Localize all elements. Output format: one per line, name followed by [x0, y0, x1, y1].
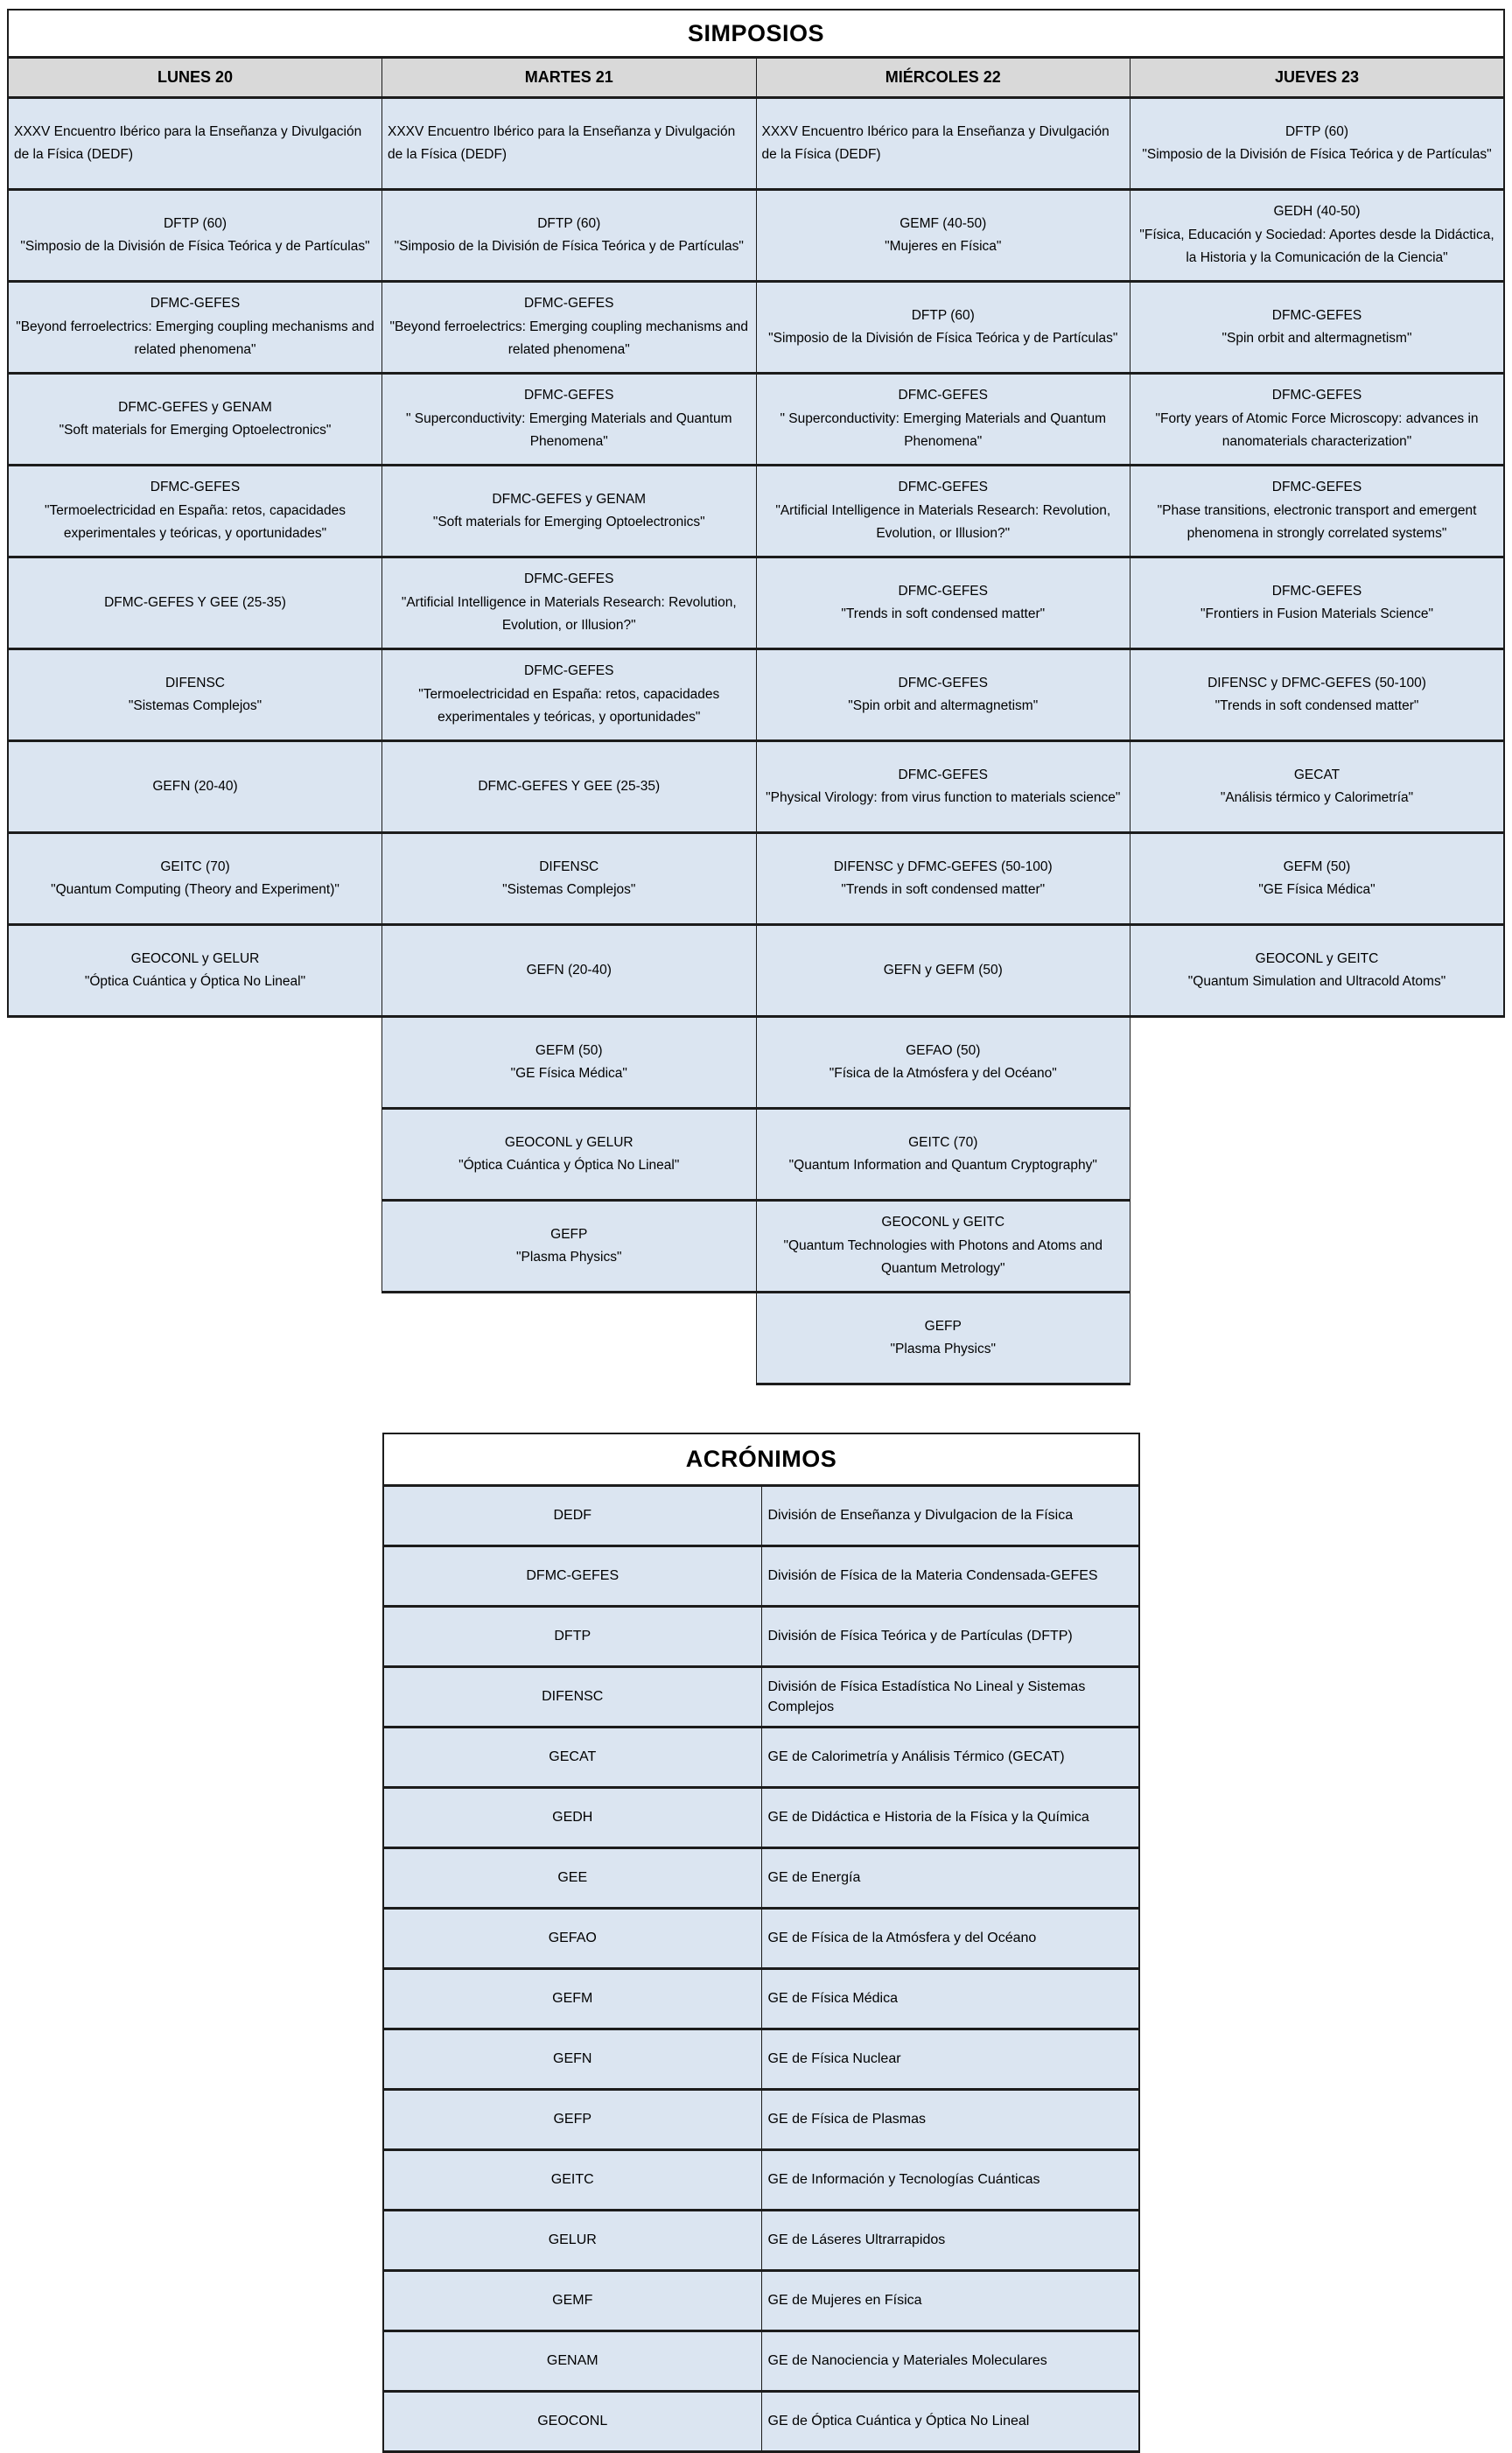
acronym-meaning: GE de Física Médica: [761, 1969, 1139, 2029]
session-cell: [1130, 741, 1505, 833]
session-line: DFMC-GEFES: [150, 480, 241, 495]
acronym-abbr: GELUR: [383, 2211, 761, 2271]
session-cell: [1130, 374, 1505, 466]
session-line: GECAT: [1293, 767, 1340, 782]
session-cell: [756, 1017, 1130, 1109]
symposia-table-body: [8, 10, 1504, 1384]
session-line: "Soft materials for Emerging Optoelectronics": [432, 515, 705, 529]
session-cell: [1130, 833, 1505, 925]
session-line: "Óptica Cuántica y Óptica No Lineal": [84, 974, 306, 989]
schedule-row: [8, 925, 1504, 1017]
acronym-meaning: GE de Láseres Ultrarrapidos: [761, 2211, 1139, 2271]
session-line: DIFENSC: [164, 675, 226, 690]
empty-cell: [8, 1017, 382, 1109]
session-line: DFMC-GEFES Y GEE (25-35): [104, 594, 286, 610]
session-line: "Análisis térmico y Calorimetría": [1220, 790, 1414, 805]
session-cell: [382, 282, 757, 374]
session-line: XXXV Encuentro Ibérico para la Enseñanza y Divulgación de la Física (DEDF): [388, 123, 736, 162]
session-line: GEFM (50): [535, 1042, 603, 1058]
session-line: "Soft materials for Emerging Optoelectronics": [59, 423, 332, 438]
session-cell: [756, 1109, 1130, 1201]
session-line: DFMC-GEFES: [898, 583, 988, 599]
acronym-meaning: GE de Física Nuclear: [761, 2029, 1139, 2090]
session-line: GEOCONL y GELUR: [504, 1134, 634, 1150]
session-line: XXXV Encuentro Ibérico para la Enseñanza y Divulgación de la Física (DEDF): [761, 123, 1110, 162]
acronym-row: [383, 1486, 1139, 1546]
acronym-abbr: DFTP: [383, 1607, 761, 1667]
session-line: DIFENSC y DFMC-GEFES (50-100): [1208, 675, 1426, 690]
acronym-meaning: GE de Física de la Atmósfera y del Océano: [761, 1909, 1139, 1969]
acronym-row: [383, 1667, 1139, 1728]
acronym-abbr: GEFP: [383, 2090, 761, 2150]
session-line: "Simposio de la División de Física Teórica y de Partículas": [768, 331, 1118, 346]
session-line: "Artificial Intelligence in Materials Research: Revolution, Evolution, or Illusion?": [401, 594, 737, 634]
session-cell: [756, 282, 1130, 374]
session-line: "Trends in soft condensed matter": [841, 882, 1046, 897]
acronym-abbr: GEFN: [383, 2029, 761, 2090]
session-line: "Termoelectricidad en España: retos, capacidades experimentales y teóricas, y oportunidades": [44, 502, 346, 542]
schedule-row: [8, 649, 1504, 741]
symposia-table: [7, 9, 1505, 1385]
empty-cell: [1130, 1017, 1505, 1109]
session-line: "GE Física Médica": [510, 1066, 627, 1081]
acronym-abbr: GEITC: [383, 2150, 761, 2211]
session-cell: [8, 925, 382, 1017]
day-header-miercoles: MIÉRCOLES 22: [756, 58, 1130, 98]
session-line: "Sistemas Complejos": [502, 882, 636, 897]
session-cell: [1130, 282, 1505, 374]
session-line: "Física, Educación y Sociedad: Aportes desde la Didáctica, la Historia y la Comunicación de la Ciencia": [1139, 227, 1494, 266]
empty-cell: [8, 1293, 382, 1384]
acronym-meaning: División de Física de la Materia Condensada-GEFES: [761, 1546, 1139, 1607]
session-cell: [756, 741, 1130, 833]
session-line: DFMC-GEFES: [150, 296, 241, 312]
empty-cell: [1130, 1201, 1505, 1293]
symposia-title: SIMPOSIOS: [8, 10, 1504, 58]
acronym-abbr: GEE: [383, 1848, 761, 1909]
session-cell: [382, 833, 757, 925]
session-cell: [8, 98, 382, 190]
empty-cell: [8, 1201, 382, 1293]
session-line: GEMF (40-50): [900, 215, 987, 231]
acronym-row: [383, 1728, 1139, 1788]
session-line: GEFN (20-40): [152, 778, 238, 794]
empty-cell: [382, 1293, 757, 1384]
session-cell: [756, 466, 1130, 557]
session-line: "Beyond ferroelectrics: Emerging coupling mechanisms and related phenomena": [16, 319, 374, 358]
session-line: "Physical Virology: from virus function to materials science": [766, 790, 1121, 805]
session-line: "Sistemas Complejos": [128, 698, 262, 713]
session-line: DFMC-GEFES: [1271, 480, 1362, 495]
session-cell: [382, 466, 757, 557]
acronym-abbr: GENAM: [383, 2331, 761, 2392]
session-cell: [1130, 98, 1505, 190]
session-line: "Simposio de la División de Física Teórica y de Partículas": [1142, 147, 1492, 162]
acronym-abbr: GEDH: [383, 1788, 761, 1848]
session-line: "Óptica Cuántica y Óptica No Lineal": [458, 1158, 680, 1173]
session-cell: [8, 741, 382, 833]
session-cell: [1130, 557, 1505, 649]
schedule-row: [8, 98, 1504, 190]
session-cell: [756, 649, 1130, 741]
acronym-row: [383, 2331, 1139, 2392]
session-cell: [382, 925, 757, 1017]
session-cell: [1130, 925, 1505, 1017]
acronym-meaning: División de Física Estadística No Lineal y Sistemas Complejos: [761, 1667, 1139, 1728]
session-line: DFMC-GEFES: [524, 571, 614, 587]
session-line: GEITC (70): [160, 859, 230, 874]
acronym-row: [383, 1909, 1139, 1969]
session-line: "Beyond ferroelectrics: Emerging coupling mechanisms and related phenomena": [389, 319, 749, 358]
acronym-row: [383, 2090, 1139, 2150]
acronym-meaning: División de Física Teórica y de Partículas (DFTP): [761, 1607, 1139, 1667]
session-line: " Superconductivity: Emerging Materials and Quantum Phenomena": [405, 410, 732, 450]
session-cell: [756, 557, 1130, 649]
session-line: " Superconductivity: Emerging Materials and Quantum Phenomena": [780, 410, 1106, 450]
empty-cell: [1130, 1293, 1505, 1384]
session-line: DFMC-GEFES: [524, 663, 614, 679]
session-line: DFMC-GEFES: [524, 296, 614, 312]
session-line: "Spin orbit and altermagnetism": [848, 698, 1039, 713]
session-cell: [8, 374, 382, 466]
session-line: GEFN (20-40): [526, 962, 612, 978]
session-line: "Trends in soft condensed matter": [841, 606, 1046, 621]
session-cell: [382, 741, 757, 833]
session-line: DFMC-GEFES: [898, 767, 988, 782]
session-line: GEOCONL y GEITC: [881, 1215, 1005, 1230]
session-cell: [756, 1201, 1130, 1293]
session-line: "Simposio de la División de Física Teórica y de Partículas": [394, 239, 744, 254]
acronym-meaning: GE de Didáctica e Historia de la Física y la Química: [761, 1788, 1139, 1848]
session-cell: [8, 557, 382, 649]
session-cell: [382, 98, 757, 190]
session-line: "Phase transitions, electronic transport and emergent phenomena in strongly correlated systems": [1157, 502, 1477, 542]
symposia-title-row: [8, 10, 1504, 58]
session-cell: [756, 374, 1130, 466]
session-line: "Termoelectricidad en España: retos, capacidades experimentales y teóricas, y oportunidades": [418, 686, 720, 725]
empty-cell: [1130, 1109, 1505, 1201]
session-line: GEITC (70): [908, 1134, 978, 1150]
acronyms-table: [382, 1433, 1140, 2453]
acronym-meaning: GE de Óptica Cuántica y Óptica No Lineal: [761, 2392, 1139, 2452]
acronym-row: [383, 1607, 1139, 1667]
schedule-row: [8, 282, 1504, 374]
session-line: "Quantum Computing (Theory and Experiment)": [51, 882, 340, 897]
acronym-row: [383, 2211, 1139, 2271]
schedule-row: [8, 466, 1504, 557]
session-line: GEOCONL y GEITC: [1255, 950, 1379, 966]
session-cell: [8, 282, 382, 374]
session-line: DFTP (60): [1284, 123, 1349, 139]
session-line: XXXV Encuentro Ibérico para la Enseñanza y Divulgación de la Física (DEDF): [14, 123, 362, 162]
session-line: GEFN y GEFM (50): [883, 962, 1003, 978]
session-line: "Artificial Intelligence in Materials Research: Revolution, Evolution, or Illusion?": [775, 502, 1111, 542]
acronym-row: [383, 2150, 1139, 2211]
schedule-row: [8, 557, 1504, 649]
session-line: DFTP (60): [537, 215, 601, 231]
session-cell: [1130, 190, 1505, 282]
session-line: GEFP: [550, 1226, 588, 1242]
session-line: "Trends in soft condensed matter": [1214, 698, 1419, 713]
session-line: GEFM (50): [1283, 859, 1351, 874]
acronym-row: [383, 1788, 1139, 1848]
session-line: DFMC-GEFES: [1271, 583, 1362, 599]
acronym-abbr: GECAT: [383, 1728, 761, 1788]
acronym-row: [383, 2029, 1139, 2090]
session-cell: [8, 649, 382, 741]
session-cell: [1130, 466, 1505, 557]
session-line: DFMC-GEFES: [1271, 388, 1362, 403]
session-line: DIFENSC y DFMC-GEFES (50-100): [833, 859, 1053, 874]
session-line: "Mujeres en Física": [885, 239, 1002, 254]
acronym-abbr: GEFAO: [383, 1909, 761, 1969]
acronyms-table-body: [383, 1433, 1139, 2452]
session-line: "Forty years of Atomic Force Microscopy: advances in nanomaterials characterization": [1155, 410, 1479, 450]
session-line: "Plasma Physics": [516, 1250, 622, 1265]
session-cell: [756, 190, 1130, 282]
acronym-meaning: GE de Información y Tecnologías Cuánticas: [761, 2150, 1139, 2211]
acronym-meaning: GE de Nanociencia y Materiales Moleculares: [761, 2331, 1139, 2392]
day-header-lunes: LUNES 20: [8, 58, 382, 98]
session-cell: [382, 557, 757, 649]
acronym-meaning: División de Enseñanza y Divulgacion de la Física: [761, 1486, 1139, 1546]
acronym-row: [383, 1969, 1139, 2029]
session-line: "Spin orbit and altermagnetism": [1222, 331, 1412, 346]
session-line: DFTP (60): [911, 307, 975, 323]
session-line: "Quantum Information and Quantum Cryptography": [788, 1158, 1097, 1173]
session-cell: [756, 98, 1130, 190]
acronym-abbr: GEOCONL: [383, 2392, 761, 2452]
session-cell: [8, 190, 382, 282]
schedule-row: [8, 374, 1504, 466]
session-line: DFMC-GEFES: [1271, 307, 1362, 323]
schedule-row: [8, 741, 1504, 833]
session-line: "GE Física Médica": [1258, 882, 1376, 897]
session-line: "Simposio de la División de Física Teórica y de Partículas": [20, 239, 370, 254]
acronym-abbr: GEMF: [383, 2271, 761, 2331]
day-header-row: [8, 58, 1504, 98]
acronym-abbr: DIFENSC: [383, 1667, 761, 1728]
session-cell: [756, 833, 1130, 925]
acronyms-title: ACRÓNIMOS: [383, 1433, 1139, 1486]
acronym-abbr: DFMC-GEFES: [383, 1546, 761, 1607]
session-line: GEFAO (50): [906, 1042, 981, 1058]
acronym-row: [383, 1848, 1139, 1909]
session-line: DFMC-GEFES y GENAM: [118, 399, 272, 415]
schedule-row: [8, 190, 1504, 282]
acronym-row: [383, 1546, 1139, 1607]
session-line: DFMC-GEFES y GENAM: [492, 491, 647, 507]
day-header-martes: MARTES 21: [382, 58, 757, 98]
acronyms-title-row: [383, 1433, 1139, 1486]
session-cell: [382, 1201, 757, 1293]
session-line: "Frontiers in Fusion Materials Science": [1200, 606, 1433, 621]
session-line: DIFENSC: [539, 859, 599, 874]
session-line: DFMC-GEFES Y GEE (25-35): [478, 778, 661, 794]
schedule-row: [8, 1109, 1504, 1201]
session-line: "Quantum Technologies with Photons and Atoms and Quantum Metrology": [783, 1237, 1103, 1277]
acronym-row: [383, 2271, 1139, 2331]
acronym-abbr: DEDF: [383, 1486, 761, 1546]
session-line: "Quantum Simulation and Ultracold Atoms": [1187, 974, 1446, 989]
session-line: "Plasma Physics": [890, 1342, 996, 1356]
session-line: DFMC-GEFES: [898, 480, 988, 495]
empty-cell: [8, 1109, 382, 1201]
session-line: "Física de la Atmósfera y del Océano": [829, 1066, 1057, 1081]
session-cell: [382, 1017, 757, 1109]
session-cell: [8, 833, 382, 925]
session-cell: [8, 466, 382, 557]
session-cell: [382, 190, 757, 282]
acronym-meaning: GE de Mujeres en Física: [761, 2271, 1139, 2331]
session-cell: [756, 1293, 1130, 1384]
schedule-row: [8, 1293, 1504, 1384]
session-line: DFMC-GEFES: [898, 675, 988, 690]
session-line: GEDH (40-50): [1273, 204, 1361, 220]
session-cell: [1130, 649, 1505, 741]
schedule-row: [8, 1017, 1504, 1109]
session-cell: [382, 374, 757, 466]
schedule-row: [8, 833, 1504, 925]
session-line: DFMC-GEFES: [524, 388, 614, 403]
acronym-abbr: GEFM: [383, 1969, 761, 2029]
session-cell: [382, 1109, 757, 1201]
acronym-meaning: GE de Calorimetría y Análisis Térmico (GECAT): [761, 1728, 1139, 1788]
session-cell: [382, 649, 757, 741]
acronym-row: [383, 2392, 1139, 2452]
schedule-row: [8, 1201, 1504, 1293]
session-cell: [756, 925, 1130, 1017]
session-line: DFTP (60): [163, 215, 228, 231]
acronym-meaning: GE de Física de Plasmas: [761, 2090, 1139, 2150]
session-line: DFMC-GEFES: [898, 388, 988, 403]
acronym-meaning: GE de Energía: [761, 1848, 1139, 1909]
session-line: GEFP: [924, 1318, 962, 1334]
day-header-jueves: JUEVES 23: [1130, 58, 1505, 98]
session-line: GEOCONL y GELUR: [130, 950, 260, 966]
